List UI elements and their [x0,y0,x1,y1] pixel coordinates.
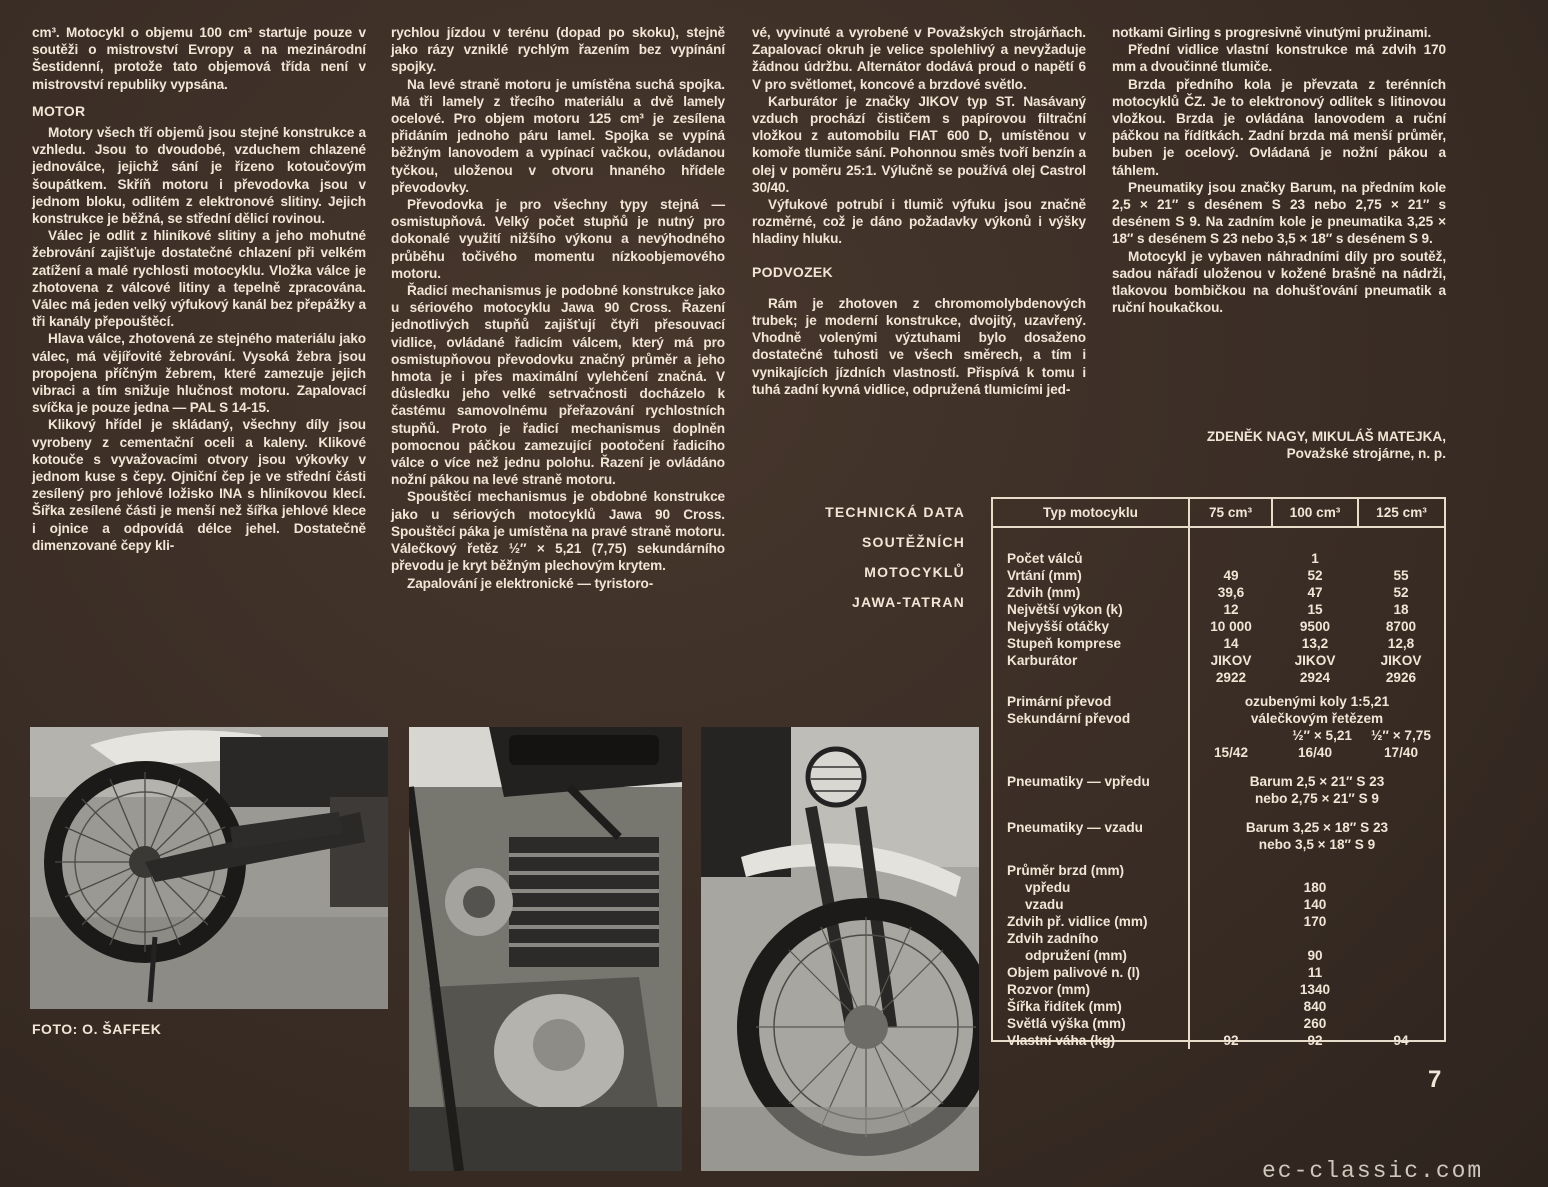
cell: Barum 2,5 × 21″ S 23 [1189,773,1444,790]
cell: 260 [1303,1016,1327,1031]
row-label: Světlá výška (mm) [1007,1016,1126,1031]
row-label: Vlastní váha (kg) [1007,1033,1116,1048]
row-label: Počet válců [1007,551,1083,566]
paragraph: Hlava válce, zhotovená ze stejného materiálu jako válec, má vějířovité žebrování. Vysoká žebra jsou propojena příčným žebrem, které zamezuje jejich vibraci a tím snižuje hlučnost motoru. Zapalovací svíčka je pouze jedna — PAL S 14-15. [32,331,366,416]
cell: 1340 [1299,982,1331,997]
cell: 2922 [1189,669,1272,686]
table-row [993,1032,1444,1049]
cell: 17/40 [1383,745,1419,760]
authors: ZDENĚK NAGY, MIKULÁŠ MATEJKA, [1206,429,1446,444]
cell: 52 [1307,568,1323,583]
paragraph: rychlou jízdou v terénu (dopad po skoku), stejně jako rázy vzniklé rychlým řazením bez vypínání spojky. [391,25,725,75]
row-label: Karburátor [1007,653,1078,668]
table-row [993,913,1444,930]
paragraph: Motory všech tří objemů jsou stejné konstrukce a vzhledu. Jsou to dvoudobé, vzduchem chlazené jednoválce, jejichž sání je řízeno kotoučovým šoupátkem. Skříň motoru i převodovka jsou v jednom bloku, odlitém z elektronové slitiny. Jejich konstrukce je běžná, se střední dělicí rovinou. [32,125,366,227]
cell: 180 [1303,880,1327,895]
photo-credit: FOTO: O. ŠAFFEK [32,1021,162,1037]
paragraph: Spouštěcí mechanismus je obdobné konstrukce jako u sériových motocyklů Jawa 90 Cross. Spouštěcí páka je umístěna na pravé straně motoru. Válečkový řetěz ½″ × 5,21 (7,75) sekundárního převodu je kryt běžným plechovým krytem. [391,489,725,574]
row-label: Sekundární převod [1007,711,1131,726]
paragraph: Válec je odlit z hliníkové slitiny a jeho mohutné žebrování zajišťuje dostatečné chlazení při velkém zatížení a malé rychlosti motocyklu. Vložka válce je zhotovena z válcové litiny a tepelně zpracována. Válec má jeden velký výfukový kanál bez přepážky a tři kanály přepouštěcí. [32,228,366,330]
cell: 2924 [1299,670,1331,685]
cell: 840 [1303,999,1327,1014]
cell: 55 [1393,568,1409,583]
photo-front-wheel [701,727,979,1171]
table-row [993,790,1444,807]
cell: JIKOV [1189,652,1272,669]
table-row [993,601,1444,618]
cell: 9500 [1299,619,1331,634]
text-column-3 [752,24,1086,398]
cell: nebo 3,5 × 18″ S 9 [1189,836,1444,853]
table-row [993,693,1444,710]
cell: 13,2 [1301,636,1329,651]
table-row [993,550,1444,567]
paragraph: Na levé straně motoru je umístěna suchá spojka. Má tři lamely z třecího materiálu a dvě lamely ocelové. Pro objem motoru 125 cm³ je zesílena přidáním jednoho páru lamel. Spojka se vypíná běžným lanovodem a vypínací vačkou, ovládanou tyčkou, uloženou v otvoru hnaného hřídele převodovky. [391,76,725,195]
cell: JIKOV [1380,653,1422,668]
column-header: Typ motocyklu [993,499,1189,527]
table-row [993,618,1444,635]
spec-table-frame [991,497,1446,1048]
row-label: Zdvih (mm) [1007,585,1081,600]
spec-table [993,499,1444,1049]
table-row [993,896,1444,913]
paragraph: cm³. Motocykl o objemu 100 cm³ startuje pouze v soutěži o mistrovství Evropy a na mezinárodní Šestidenní, protože tato objemová třída není v mistrovství republiky vypsána. [32,25,366,92]
cell: JIKOV [1294,653,1336,668]
section-heading-podvozek: PODVOZEK [752,263,833,280]
row-label: odpružení (mm) [1025,948,1127,963]
table-row [993,998,1444,1015]
paragraph: Klikový hřídel je skládaný, všechny díly jsou vyrobeny z cementační oceli a kaleny. Klikové kotouče s vyvažovacími otvory jsou výkovky v jednom kuse s čepy. Ojniční čep je ve střední části zesílený pro jehlové ložisko INA s hliníkovou klecí. Šířka zesílené části je menší než šířka jehlové klece i ojnice a odpovídá délce jehel. Dostatečně dimenzované čepy kli- [32,417,366,553]
photo-rear-wheel [30,727,388,1009]
row-label: Primární převod [1007,694,1112,709]
cell: 16/40 [1297,745,1333,760]
row-label: Zdvih zadního [1007,931,1099,946]
table-row [993,930,1444,947]
table-row [993,964,1444,981]
row-label: Stupeň komprese [1007,636,1122,651]
cell: 39,6 [1189,584,1272,601]
column-header: 125 cm³ [1358,499,1444,527]
column-header: 75 cm³ [1189,499,1272,527]
paragraph: Přední vidlice vlastní konstrukce má zdvih 170 mm a dvoučinné tlumiče. [1112,42,1446,75]
cell: ½″ × 5,21 [1189,727,1358,744]
paragraph: Převodovka je pro všechny typy stejná — osmistupňová. Velký počet stupňů je nutný pro dokonalé využití nižšího výkonu a nevýhodného průběhu točivého momentu nízkoobjemového motoru. [391,197,725,281]
cell: Barum 3,25 × 18″ S 23 [1189,819,1444,836]
cell: válečkovým řetězem [1189,710,1444,727]
row-label: Průměr brzd (mm) [1007,863,1125,878]
tech-title-line: MOTOCYKLŮ [864,564,965,580]
photo-engine [409,727,682,1171]
section-heading-motor: MOTOR [32,102,86,119]
table-row [993,862,1444,879]
paragraph: Pneumatiky jsou značky Barum, na předním kole 2,5 × 21″ s desénem S 23 nebo 2,75 × 21″ s desénem S 9. Na zadním kole je pneumatika 3,25 × 18″ s desénem S 23 nebo 3,5 × 18″ s desénem S 9. [1112,179,1446,247]
row-label: Rozvor (mm) [1007,982,1091,997]
cell: ozubenými koly 1:5,21 [1189,693,1444,710]
page-number: 7 [1428,1066,1442,1093]
cell: 92 [1307,1033,1323,1048]
table-header-row [993,499,1444,527]
row-label: Šířka řidítek (mm) [1007,999,1122,1014]
table-row [993,744,1444,761]
row-label: Vrtání (mm) [1007,568,1082,583]
paragraph: Rám je zhotoven z chromomolybdenových trubek; je moderní konstrukce, dvojitý, uzavřený. Vhodně volenými výztuhami bylo dosaženo dostatečné tuhosti ve všech směrech, a tím i vynikajících jízdních vlastností. Přispívá k tomu i tuhá zadní kyvná vidlice, odpružená tlumicími jed- [752,295,1086,397]
cell: ½″ × 7,75 [1371,728,1431,743]
table-row [993,669,1444,686]
cell: 2926 [1385,670,1417,685]
row-label: Pneumatiky — vzadu [1007,820,1143,835]
table-row [993,773,1444,790]
row-label: vzadu [1025,897,1064,912]
table-row [993,635,1444,652]
table-row [993,1015,1444,1032]
cell: 12,8 [1387,636,1415,651]
text-column-2 [391,24,725,592]
table-row [993,981,1444,998]
text-column-4 [1112,24,1446,316]
paragraph: Výfukové potrubí i tlumič výfuku jsou značně rozměrné, což je dáno požadavky výkonů i výšky hladiny hluku. [752,197,1086,247]
table-row [993,727,1444,744]
cell: nebo 2,75 × 21″ S 9 [1189,790,1444,807]
cell: 11 [1307,965,1323,980]
paragraph: Zapalování je elektronické — tyristoro- [407,575,654,591]
table-row [993,836,1444,853]
row-label: Objem palivové n. (l) [1007,965,1140,980]
paragraph: Motocykl je vybaven náhradními díly pro soutěž, sadou nářadí uloženou v kožené brašně na nádrži, tlakovou bombičkou na dohušťování pneumatik a ruční houkačkou. [1112,248,1446,316]
paragraph: Karburátor je značky JIKOV typ ST. Nasávaný vzduch prochází čističem s papírovou filtrační vložkou z automobilu FIAT 600 D, umístěnou v komoře tlumiče sání. Pohonnou směs tvoří benzín a olej v poměru 25:1. Výlučně se používá olej Castrol 30/40. [752,93,1086,195]
paragraph: vé, vyvinuté a vyrobené v Považských strojárňach. Zapalovací okruh je velice spolehlivý a nevyžaduje žádnou údržbu. Alternátor dodává proud o napětí 6 V pro světlomet, koncové a brzdové světlo. [752,25,1086,92]
tech-title-line: TECHNICKÁ DATA [825,504,965,520]
cell: 14 [1189,635,1272,652]
text-column-1 [32,24,366,554]
cell: 170 [1303,914,1327,929]
cell: 18 [1393,602,1409,617]
cell: 1 [1311,551,1319,566]
paragraph: Brzda předního kola je převzata z terénních motocyklů ČZ. Je to elektronový odlitek s litinovou vložkou. Brzda je ovládána lanovodem a ruční páčkou na řídítkách. Zadní brzda má menší průměr, buben je ocelový. Ovládaná je nožní pákou a táhlem. [1112,76,1446,178]
paragraph: Řadicí mechanismus je podobné konstrukce jako u sériového motocyklu Jawa 90 Cross. Řazení jednotlivých stupňů zajišťují čtyři přesouvací vidlice, ovládané řadicím válcem, který má pro osmistupňovou převodovku značný průměr a jeho hmota je i přes maximální vylehčení značná. V důsledku jeho velké setrvačnosti docházelo k častému samovolnému přeřazování rychlostních stupňů. Proto je řadicí mechanismus doplněn pomocnou páčkou zamezující pootočení řadicího válce o více než jednu polohu. Řazení je ovládáno nožní pákou na levé straně motoru. [391,283,725,488]
author-signature [1112,428,1446,462]
cell: 8700 [1385,619,1417,634]
cell: 140 [1303,897,1327,912]
cell: 90 [1307,948,1323,963]
row-label: Pneumatiky — vpředu [1007,774,1150,789]
tech-title-line: JAWA-TATRAN [851,594,965,610]
tech-data-title [760,497,965,617]
row-label: vpředu [1025,880,1071,895]
cell: 10 000 [1189,618,1272,635]
table-row [993,567,1444,584]
table-row [993,584,1444,601]
row-label: Největší výkon (k) [1007,602,1123,617]
cell: 94 [1393,1033,1409,1048]
cell: 52 [1393,585,1409,600]
cell: 15/42 [1189,744,1272,761]
table-row [993,819,1444,836]
organization: Považské strojárne, n. p. [1286,446,1446,461]
row-label: Zdvih př. vidlice (mm) [1007,914,1148,929]
tech-title-line: SOUTĚŽNÍCH [862,534,965,550]
row-label: Nejvyšší otáčky [1007,619,1110,634]
cell: 92 [1189,1032,1272,1049]
table-row [993,710,1444,727]
cell: 47 [1307,585,1323,600]
cell: 12 [1189,601,1272,618]
column-header: 100 cm³ [1272,499,1358,527]
table-row [993,947,1444,964]
table-row [993,879,1444,896]
watermark: ec-classic.com [1262,1158,1484,1184]
table-row [993,652,1444,669]
paragraph: notkami Girling s progresivně vinutými pružinami. [1112,25,1432,40]
cell: 15 [1307,602,1323,617]
cell: 49 [1189,567,1272,584]
